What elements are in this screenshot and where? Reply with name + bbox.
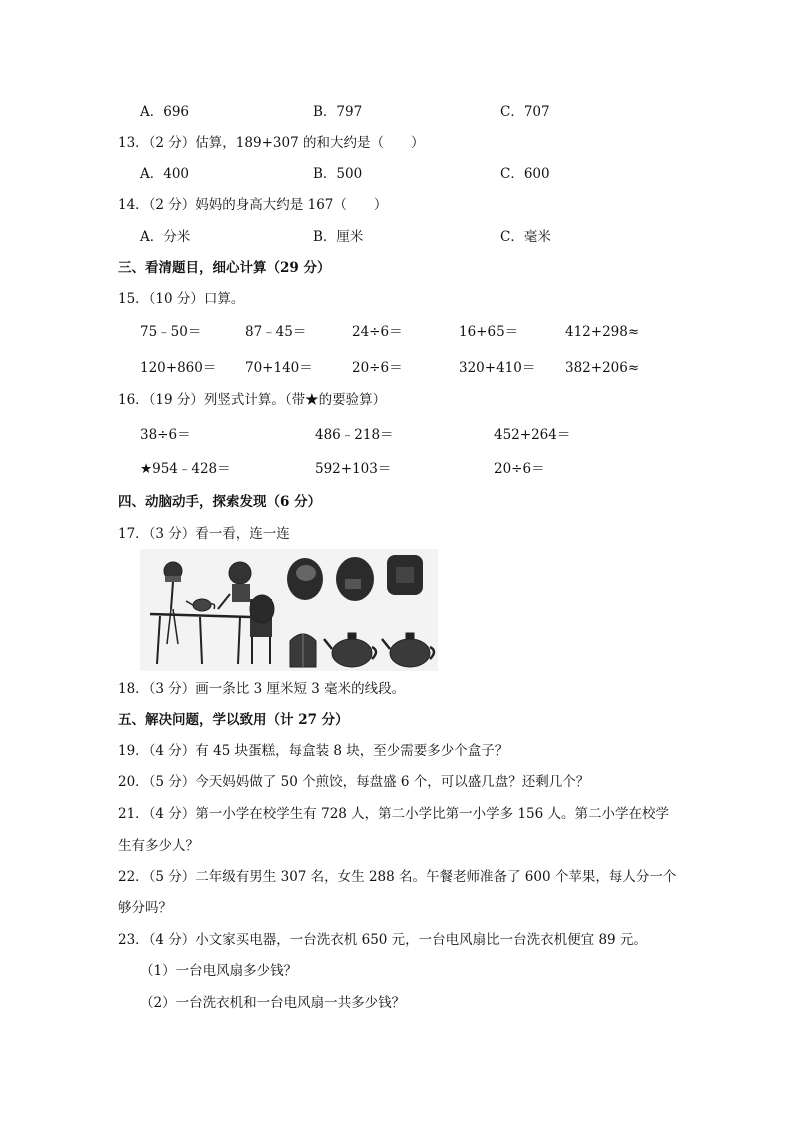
section-5-title: 五、解决问题，学以致用（计 27 分） (118, 712, 349, 728)
q21-question-continued: 生有多少人？ (118, 838, 199, 854)
q16-question: 16．（19 分）列竖式计算。（带★的要验算） (118, 392, 387, 408)
q17-question: 17．（3 分）看一看，连一连 (118, 526, 290, 542)
q23-subquestion-1: （1）一台电风扇多少钱？ (140, 963, 298, 979)
q15-item: 70+140＝ (245, 360, 313, 376)
q12-option-c: C．707 (500, 104, 550, 120)
q16-item: 486﹣218＝ (315, 427, 394, 443)
q23-subquestion-2: （2）一台洗衣机和一台电风扇一共多少钱？ (140, 995, 406, 1011)
q13-question: 13．（2 分）估算，189+307 的和大约是（ ） (118, 135, 425, 151)
q15-question: 15．（10 分）口算。 (118, 291, 245, 307)
q15-item: 320+410＝ (459, 360, 536, 376)
q15-item: 24÷6＝ (352, 324, 403, 340)
q23-question: 23．（4 分）小文家买电器，一台洗衣机 650 元，一台电风扇比一台洗衣机便宜 89 元。 (118, 932, 647, 948)
q15-item: 120+860＝ (140, 360, 217, 376)
q15-item: 75﹣50＝ (140, 324, 202, 340)
q14-option-a: A．分米 (140, 229, 191, 245)
section-3-title: 三、看清题目，细心计算（29 分） (118, 260, 331, 276)
q22-question: 22．（5 分）二年级有男生 307 名，女生 288 名。午餐老师准备了 600 个苹果，每人分一个 (118, 869, 677, 885)
q13-option-b: B．500 (313, 166, 363, 182)
q21-question: 21．（4 分）第一小学在校学生有 728 人，第二小学比第一小学多 156 人。第二小学在校学 (118, 806, 670, 822)
q13-option-a: A．400 (140, 166, 190, 182)
q12-option-b: B．797 (313, 104, 363, 120)
q16-item: 20÷6＝ (494, 461, 545, 477)
q15-item: 382+206≈ (565, 360, 640, 376)
q15-item: 16+65＝ (459, 324, 519, 340)
q16-item: 38÷6＝ (140, 427, 191, 443)
q14-question: 14．（2 分）妈妈的身高大约是 167（ ） (118, 197, 388, 213)
head-views (287, 555, 423, 601)
q16-item: 592+103＝ (315, 461, 392, 477)
q15-item: 20÷6＝ (352, 360, 403, 376)
q12-option-a: A．696 (140, 104, 190, 120)
q19-question: 19．（4 分）有 45 块蛋糕，每盒装 8 块，至少需要多少个盒子？ (118, 743, 509, 759)
observation-figure (140, 549, 438, 671)
q20-question: 20．（5 分）今天妈妈做了 50 个煎饺，每盘盛 6 个，可以盛几盘？还剩几个？ (118, 774, 590, 790)
q22-question-continued: 够分吗？ (118, 900, 172, 916)
q16-item: 452+264＝ (494, 427, 571, 443)
q13-option-c: C．600 (500, 166, 550, 182)
q14-option-c: C．毫米 (500, 229, 551, 245)
q15-item: 412+298≈ (565, 324, 640, 340)
q15-item: 87﹣45＝ (245, 324, 307, 340)
section-4-title: 四、动脑动手，探索发现（6 分） (118, 494, 322, 510)
q14-option-b: B．厘米 (313, 229, 364, 245)
q18-question: 18．（3 分）画一条比 3 厘米短 3 毫米的线段。 (118, 681, 406, 697)
q16-item: ★954﹣428＝ (140, 461, 231, 477)
